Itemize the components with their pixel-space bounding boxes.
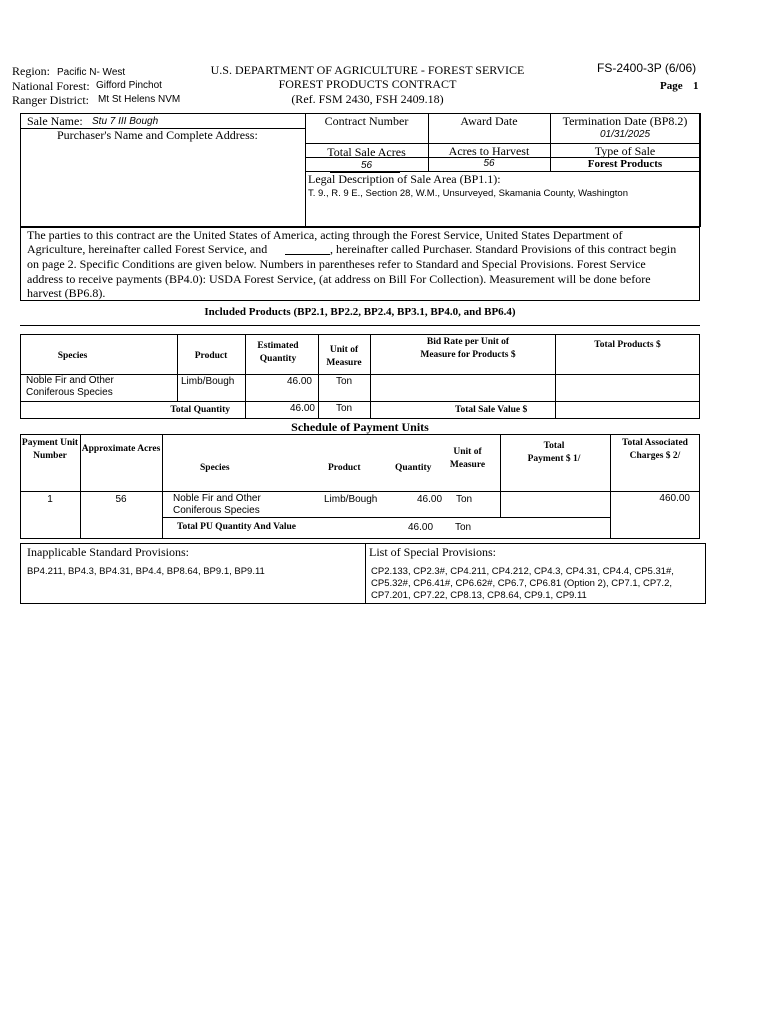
form-number: FS-2400-3P (6/06) — [597, 61, 697, 75]
schedule-row-pu: 1 — [47, 494, 53, 505]
type-of-sale-label: Type of Sale — [594, 144, 656, 158]
schedule-row-uom: Ton — [456, 494, 473, 505]
termination-label: Termination Date (BP8.2) — [562, 114, 688, 128]
schedule-row-assoc: 460.00 — [659, 493, 690, 504]
schedule-col-pu: Payment Unit Number — [21, 438, 79, 461]
included-col-est-qty: Estimated Quantity — [257, 341, 299, 364]
district-value: Mt St Helens NVM — [98, 94, 181, 105]
schedule-total-label: Total PU Quantity And Value — [177, 522, 296, 532]
included-row-quantity: 46.00 — [286, 376, 312, 387]
page-number: 1 — [693, 80, 699, 92]
included-total-uom: Ton — [335, 403, 353, 414]
award-date-label: Award Date — [460, 114, 518, 128]
ref-line: (Ref. FSM 2430, FSH 2409.18) — [291, 92, 444, 106]
parties-line-5: harvest (BP6.8). — [27, 286, 106, 300]
sale-name-label: Sale Name: — [27, 114, 83, 128]
district-label: Ranger District: — [12, 93, 89, 107]
included-total-qty-value: 46.00 — [289, 403, 315, 414]
included-col-bid-rate: Bid Rate per Unit of Measure for Products $ — [420, 337, 516, 360]
schedule-row-species: Noble Fir and Other Coniferous Species — [173, 493, 261, 516]
schedule-col-qty: Quantity — [395, 463, 432, 473]
included-col-uom: Unit of Measure — [326, 345, 362, 368]
included-row-uom: Ton — [335, 376, 353, 387]
included-col-species: Species — [57, 351, 88, 361]
parties-line-4: address to receive payments (BP4.0): USDA Forest Service, (at address on Bill For Collection). Measurement will be done before — [27, 272, 651, 286]
total-acres-value: 56 — [360, 160, 373, 171]
legal-description-label: Legal Description of Sale Area (BP1.1): — [308, 172, 501, 186]
contract-number-label: Contract Number — [324, 114, 409, 128]
region-value: Pacific N- West — [57, 67, 126, 78]
schedule-row-product: Limb/Bough — [324, 494, 378, 505]
schedule-row-qty: 46.00 — [417, 494, 443, 505]
schedule-col-species: Species — [200, 463, 230, 473]
included-total-qty-label: Total Quantity — [170, 405, 230, 415]
harvest-acres-label: Acres to Harvest — [448, 144, 530, 158]
termination-value: 01/31/2025 — [599, 129, 651, 140]
parties-line-2b: , hereinafter called Purchaser. Standard Provisions of this contract begin — [330, 242, 677, 256]
included-col-total: Total Products $ — [594, 340, 661, 350]
schedule-title: Schedule of Payment Units — [291, 420, 429, 434]
included-col-product: Product — [194, 351, 228, 361]
inapplicable-provisions-label: Inapplicable Standard Provisions: — [27, 545, 189, 559]
purchaser-label: Purchaser's Name and Complete Address: — [57, 128, 258, 142]
schedule-total-qty: 46.00 — [408, 522, 434, 533]
inapplicable-provisions-value: BP4.211, BP4.3, BP4.31, BP4.4, BP8.64, BP9.1, BP9.11 — [27, 566, 265, 577]
schedule-col-acres: Approximate Acres — [81, 444, 161, 454]
forest-value: Gifford Pinchot — [96, 80, 162, 91]
special-provisions-value: CP2.133, CP2.3#, CP4.211, CP4.212, CP4.3, CP4.31, CP4.4, CP5.31#, CP5.32#, CP6.41#, CP6.62#, CP6.7, CP6.81 (Option 2), CP7.1, CP7.2, CP7.201, CP7.22, CP8.13, CP8.64, CP9.1, CP9.11 — [371, 566, 674, 601]
schedule-col-uom: Unit of Measure — [449, 447, 486, 470]
dept-line: U.S. DEPARTMENT OF AGRICULTURE - FOREST SERVICE — [210, 63, 525, 77]
schedule-col-total-payment: Total Payment $ 1/ — [527, 441, 581, 464]
contract-line: FOREST PRODUCTS CONTRACT — [278, 77, 457, 91]
schedule-row-acres: 56 — [115, 494, 127, 505]
total-acres-label: Total Sale Acres — [327, 145, 406, 159]
harvest-acres-value: 56 — [483, 158, 495, 169]
schedule-col-product: Product — [328, 463, 361, 473]
schedule-total-uom: Ton — [455, 522, 472, 533]
legal-description-value: T. 9., R. 9 E., Section 28, W.M., Unsurveyed, Skamania County, Washington — [308, 188, 628, 199]
forest-label: National Forest: — [12, 79, 90, 93]
type-of-sale-value: Forest Products — [587, 158, 663, 170]
parties-line-3: on page 2. Specific Conditions are given below. Numbers in parentheses refer to Standard and Special Provisions. Forest Service — [27, 257, 646, 271]
schedule-col-assoc: Total Associated Charges $ 2/ — [622, 438, 688, 461]
included-row-product: Limb/Bough — [181, 376, 235, 387]
special-provisions-label: List of Special Provisions: — [369, 545, 496, 559]
parties-line-1: The parties to this contract are the United States of America, acting through the Forest Service, United States Department of — [27, 228, 623, 242]
page-label: Page — [660, 80, 683, 92]
included-row-species: Noble Fir and Other Coniferous Species — [26, 375, 114, 398]
region-label: Region: — [12, 64, 50, 78]
parties-line-2a: Agriculture, hereinafter called Forest Service, and — [27, 242, 268, 256]
included-products-title: Included Products (BP2.1, BP2.2, BP2.4, BP3.1, BP4.0, and BP6.4) — [204, 306, 516, 318]
sale-name-value: Stu 7 III Bough — [92, 116, 159, 127]
included-total-value-label: Total Sale Value $ — [455, 405, 528, 415]
